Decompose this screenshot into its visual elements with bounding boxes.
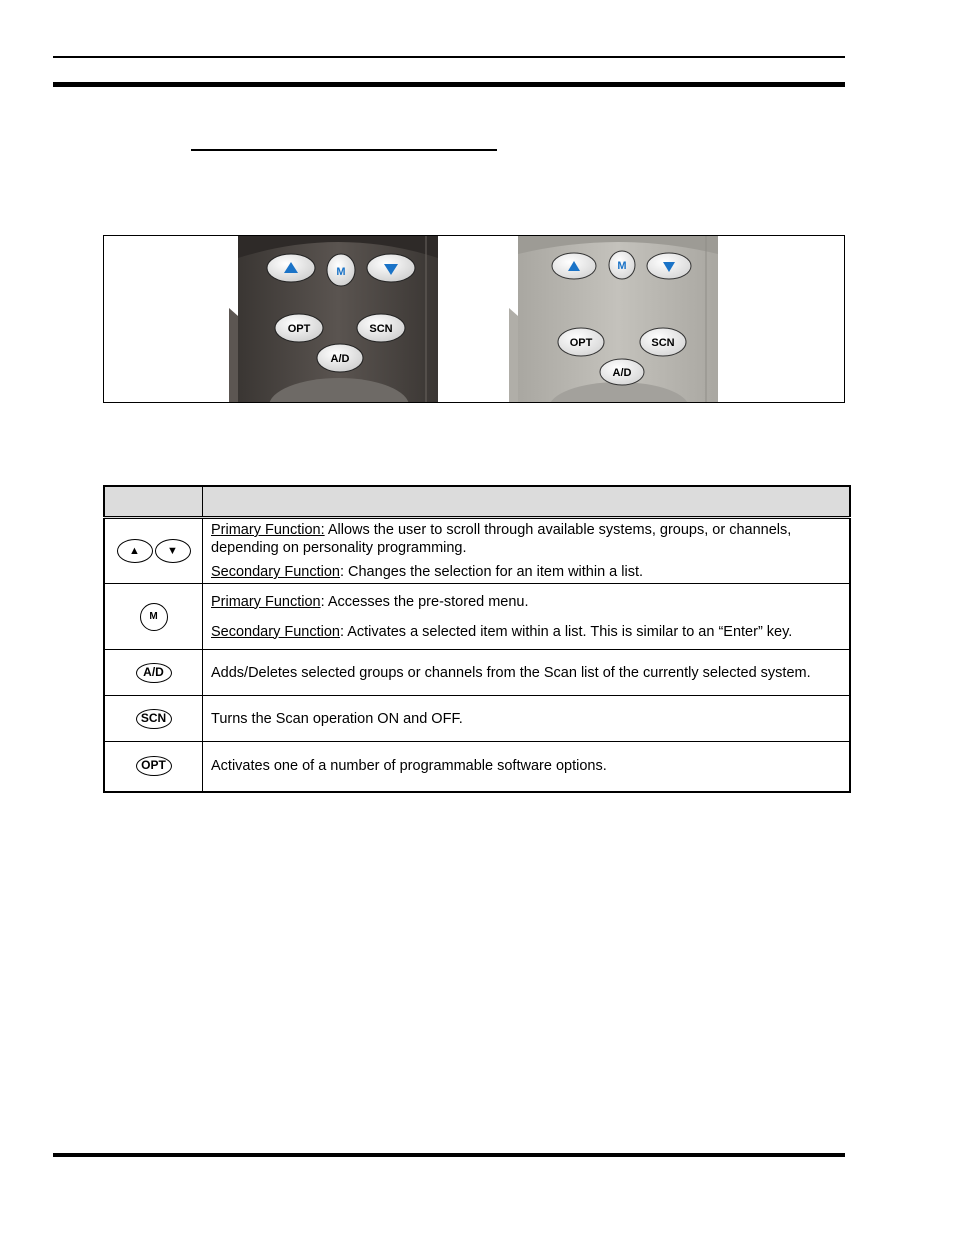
header-rule-thick <box>53 82 845 87</box>
option-key-icon: OPT <box>136 756 172 776</box>
table-header-key <box>104 486 203 518</box>
function-cell: Turns the Scan operation ON and OFF. <box>203 696 851 742</box>
table-row <box>104 650 850 696</box>
svg-text:SCN: SCN <box>651 337 675 349</box>
radio-keypad-dark <box>229 236 439 402</box>
table-row <box>104 742 850 792</box>
function-cell <box>203 518 851 584</box>
radio-dark-up-button <box>267 254 315 282</box>
secondary-function-text: : Changes the selection for an item within a list. <box>339 564 644 580</box>
key-cell <box>104 518 203 584</box>
svg-text:OPT: OPT <box>569 337 593 349</box>
radio-light-m-button <box>609 251 635 279</box>
up-arrow-glyph: ▲ <box>129 545 140 557</box>
table-header-function <box>203 486 851 518</box>
key-function-table <box>103 485 851 793</box>
radio-light-ad-button <box>600 359 644 385</box>
table-header-row <box>104 486 850 518</box>
radio-light-down-button <box>647 253 691 279</box>
svg-text:OPT: OPT <box>287 323 311 335</box>
key-cell <box>104 584 203 650</box>
radio-dark-m-button <box>327 254 355 286</box>
radio-dark-down-button <box>367 254 415 282</box>
table-row <box>104 696 850 742</box>
radio-keypad-light <box>509 236 719 402</box>
down-arrow-key-icon <box>155 539 191 563</box>
secondary-function-label: Secondary Function <box>211 623 340 640</box>
radio-light-scn-button <box>640 328 686 356</box>
radio-dark-scn-button <box>357 314 405 342</box>
radio-dark-ad-button <box>317 344 363 372</box>
secondary-function-text: : Activates a selected item within a list. This is similar to an “Enter” key. <box>339 623 793 640</box>
table-row <box>104 518 850 584</box>
down-arrow-glyph: ▼ <box>167 545 178 557</box>
key-cell <box>104 742 203 792</box>
primary-function <box>211 593 841 611</box>
primary-function-text: Allows the user to scroll through available systems, groups, or channels, depending on personality programming. <box>211 522 792 556</box>
section-heading-underline <box>191 149 497 151</box>
secondary-function <box>211 563 841 581</box>
scan-key-icon: SCN <box>136 709 172 729</box>
radio-light-opt-button <box>558 328 604 356</box>
table-row <box>104 584 850 650</box>
up-arrow-key-icon <box>117 539 153 563</box>
function-cell: Adds/Deletes selected groups or channels from the Scan list of the currently selected system. <box>203 650 851 696</box>
add-delete-key-icon: A/D <box>136 663 172 683</box>
radio-light-up-button <box>552 253 596 279</box>
secondary-function-label: Secondary Function <box>211 564 340 580</box>
secondary-function <box>211 623 841 641</box>
primary-function <box>211 521 841 557</box>
radio-dark-opt-button <box>275 314 323 342</box>
svg-text:M: M <box>336 266 346 278</box>
menu-key-icon: M <box>140 603 168 631</box>
keypad-figure <box>103 235 845 403</box>
svg-text:SCN: SCN <box>369 323 393 335</box>
key-cell <box>104 650 203 696</box>
svg-text:A/D: A/D <box>330 353 350 365</box>
footer-rule <box>53 1153 845 1157</box>
header-rule-thin <box>53 56 845 58</box>
key-cell <box>104 696 203 742</box>
svg-text:A/D: A/D <box>612 367 632 379</box>
svg-text:M: M <box>617 260 627 272</box>
function-cell: Activates one of a number of programmable software options. <box>203 742 851 792</box>
function-cell <box>203 584 851 650</box>
primary-function-label: Primary Function: <box>211 522 325 538</box>
primary-function-label: Primary Function <box>211 593 321 610</box>
primary-function-text: : Accesses the pre-stored menu. <box>320 593 529 610</box>
